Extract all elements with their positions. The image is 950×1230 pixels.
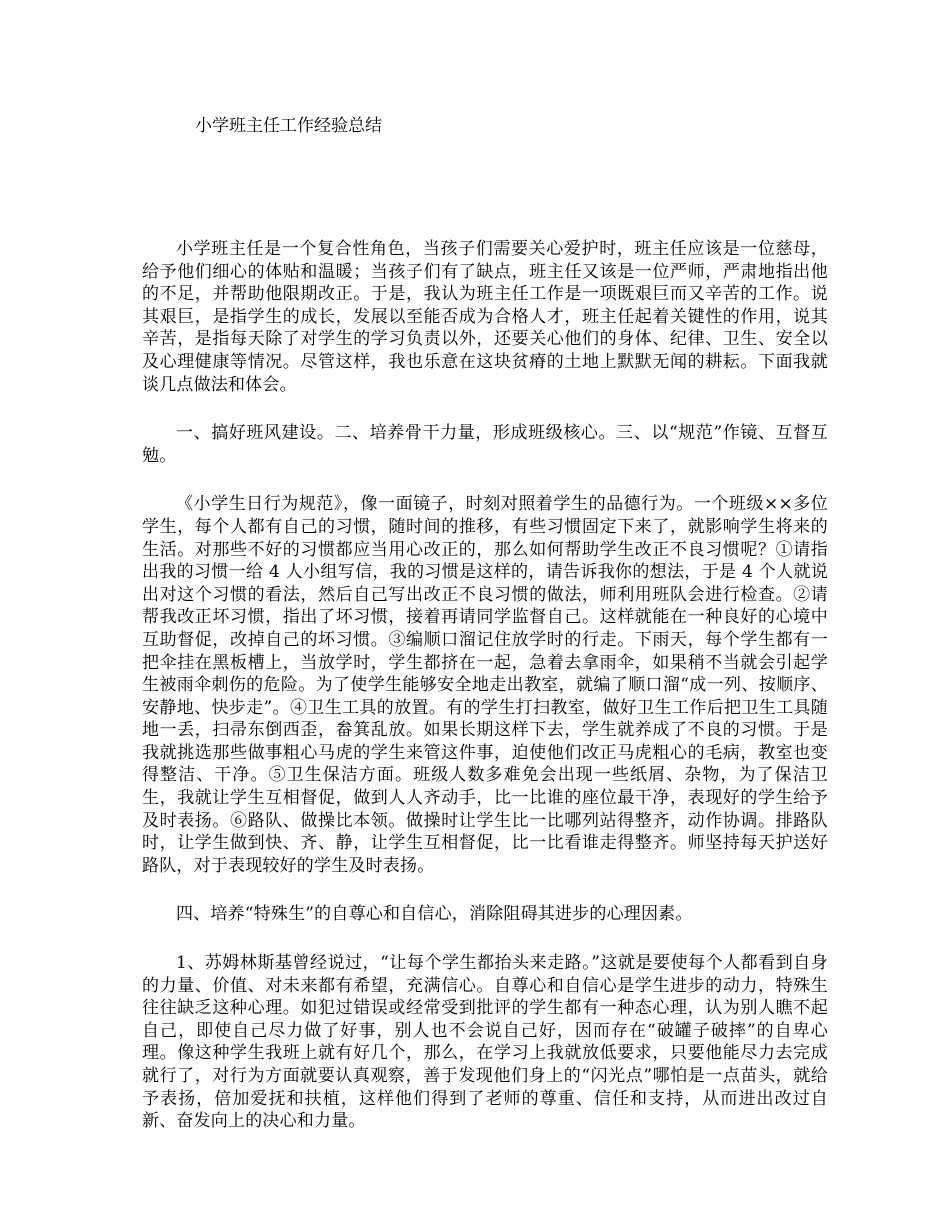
paragraph-self-esteem: 1、苏姆林斯基曾经说过，“让每个学生都抬头来走路。”这就是要使每个人都看到自身的力量、价值、对未来都有希望，充满信心。自尊心和自信心是学生进步的动力，特殊生往往缺乏这种心理。如犯过错误或经常受到批评的学生都有一种态心理，认为别人瞧不起自己，即使自己尽力做了好事，别人也不会说自己好，因而存在“破罐子破摔”的自卑心理。像这种学生我班上就有好几个，那么，在学习上我就放低要求，只要他能尽力去完成就行了，对行为方面就要认真观察，善于发现他们身上的“闪光点”哪怕是一点苗头，就给予表扬，倍加爱抚和扶植，这样他们得到了老师的尊重、信任和支持，从而进出改过自新、奋发向上的决心和力量。 [142, 953, 828, 1132]
paragraph-intro: 小学班主任是一个复合性角色，当孩子们需要关心爱护时，班主任应该是一位慈母，给予他们细心的体贴和温暖；当孩子们有了缺点，班主任又该是一位严师，严肃地指出他的不足，并帮助他限期改正。于是，我认为班主任工作是一项既艰巨而又辛苦的工作。说其艰巨，是指学生的成长，发展以至能否成为合格人才，班主任起着关键性的作用，说其辛苦，是指每天除了对学生的学习负责以外，还要关心他们的身体、纪律、卫生、安全以及心理健康等情况。尽管这样，我也乐意在这块贫瘠的土地上默默无闻的耕耘。下面我就谈几点做法和体会。 [142, 239, 828, 395]
document-body [142, 238, 828, 1159]
paragraph-sections-one-to-three: 一、搞好班风建设。二、培养骨干力量，形成班级核心。三、以“规范”作镜、互督互勉。 [142, 423, 828, 466]
paragraph-section-four-heading: 四、培养“特殊生”的自尊心和自信心，消除阻碍其进步的心理因素。 [176, 904, 693, 925]
paragraph-behavior-norms: 《小学生日行为规范》，像一面镜子，时刻对照着学生的品德行为。一个班级××多位学生，每个人都有自己的习惯，随时间的推移，有些习惯固定下来了，就影响学生将来的生活。对那些不好的习惯都应当用心改正的，那么如何帮助学生改正不良习惯呢？①请指出我的习惯一给 4 人小组写信，我的习惯是这样的，请告诉我你的想法，于是 4 个人就说出对这个习惯的看法，然后自己写出改正不良习惯的做法，师利用班队会进行检查。②请帮我改正坏习惯，指出了坏习惯，接着再请同学监督自己。这样就能在一种良好的心境中互助督促，改掉自己的坏习惯。③编顺口溜记住放学时的行走。下雨天，每个学生都有一把伞挂在黑板槽上，当放学时，学生都挤在一起，急着去拿雨伞，如果稍不当就会引起学生被雨伞刺伤的危险。为了使学生能够安全地走出教室，就编了顺口溜“成一列、按顺序、安静地、快步走”。④卫生工具的放置。有的学生打扫教室，做好卫生工作后把卫生工具随地一丢，扫帚东倒西歪，畚箕乱放。如果长期这样下去，学生就养成了不良的习惯。于是我就挑选那些做事粗心马虎的学生来管这件事，迫使他们改正马虎粗心的毛病，教室也变得整洁、干净。⑤卫生保洁方面。班级人数多难免会出现一些纸屑、杂物，为了保洁卫生，我就让学生互相督促，做到人人齐动手，比一比谁的座位最干净，表现好的学生给予及时表扬。⑥路队、做操比本领。做操时让学生比一比哪列站得整齐，动作协调。排路队时，让学生做到快、齐、静，让学生互相督促，比一比看谁走得整齐。师坚持每天护送好路队，对于表现较好的学生及时表扬。 [142, 494, 828, 876]
document-title: 小学班主任工作经验总结 [195, 116, 382, 136]
